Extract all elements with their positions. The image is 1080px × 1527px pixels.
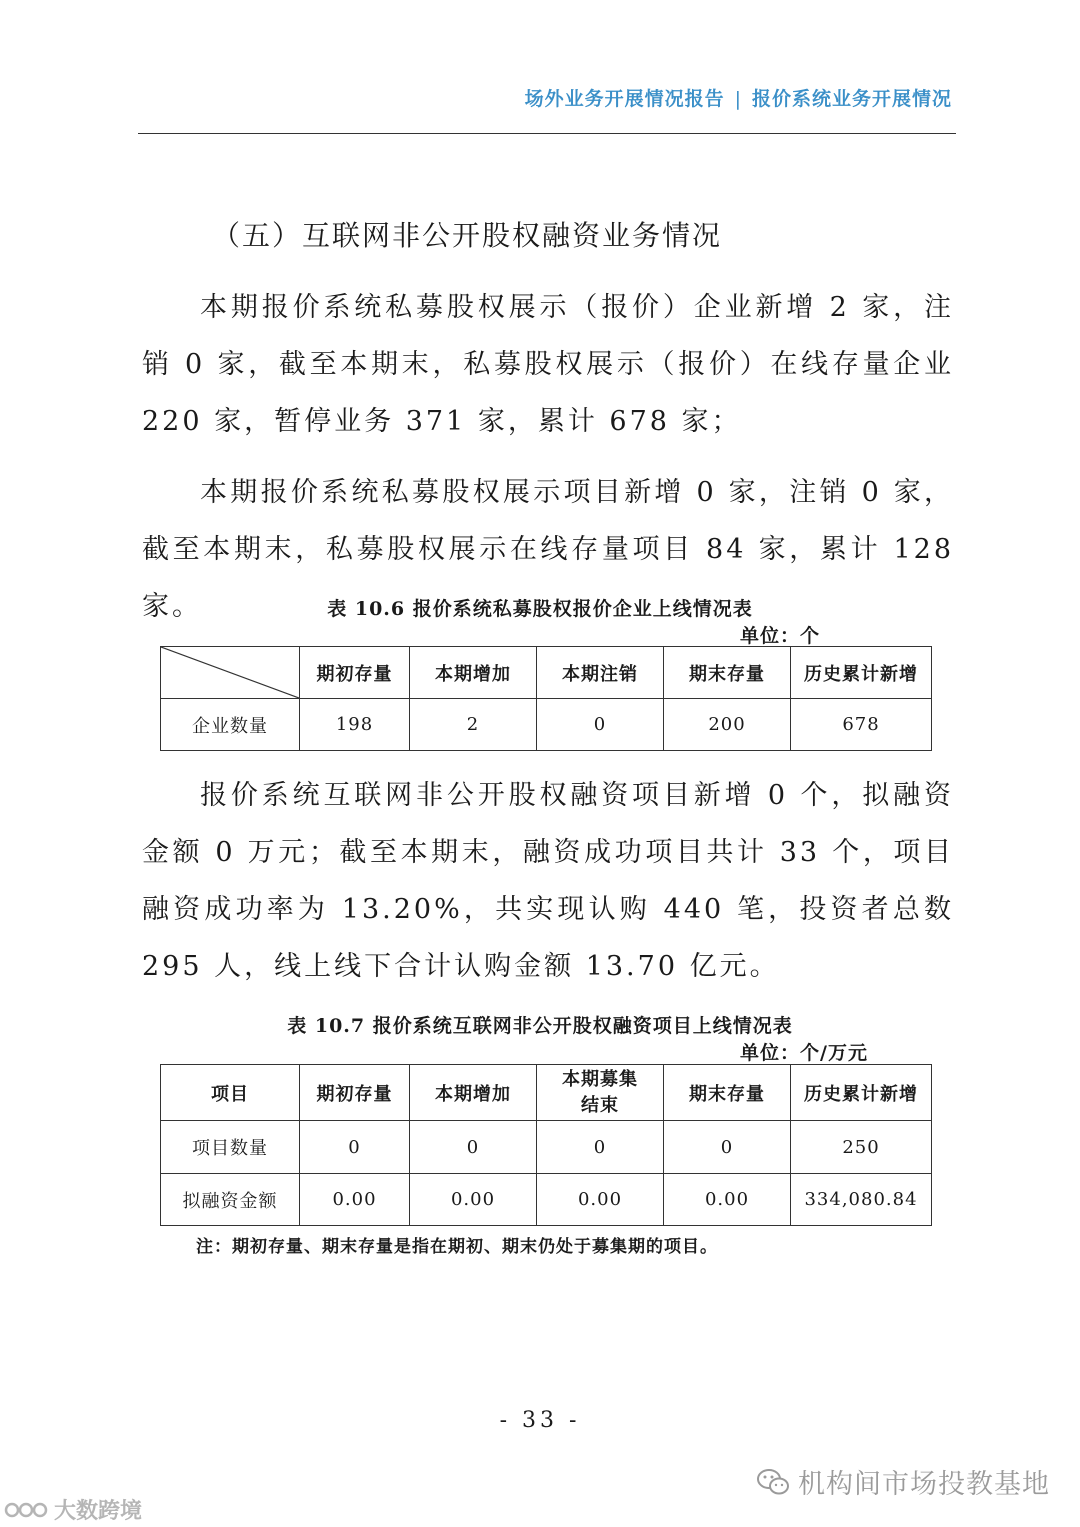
table-note: 注：期初存量、期末存量是指在期初、期末仍处于募集期的项目。 — [196, 1237, 718, 1257]
table-cell: 0.00 — [537, 1174, 664, 1226]
table-cell: 0 — [410, 1121, 537, 1174]
table-cell: 0 — [300, 1121, 410, 1174]
table1-unit: 单位：个 — [740, 625, 821, 647]
page-number: - 33 - — [499, 1408, 581, 1433]
table2-header-row — [161, 1065, 932, 1121]
table-cell: 0.00 — [664, 1174, 791, 1226]
running-header — [525, 84, 952, 111]
header-report-title: 场外业务开展情况报告 — [524, 88, 725, 110]
table2-row-label: 拟融资金额 — [161, 1174, 300, 1226]
wechat-icon — [756, 1467, 790, 1497]
table-project-listing — [160, 1064, 932, 1226]
table2-col-header: 项目 — [161, 1065, 300, 1121]
table1-col-header: 期末存量 — [664, 647, 791, 699]
table1-row-label: 企业数量 — [161, 699, 300, 751]
watermark-right — [756, 1462, 1050, 1501]
table1-caption: 表 10.6 报价系统私募股权报价企业上线情况表 — [327, 598, 753, 620]
brand-logo-icon — [4, 1498, 50, 1522]
watermark-left-text: 大数跨境 — [54, 1499, 143, 1524]
table-cell: 250 — [791, 1121, 932, 1174]
paragraph-2: 本期报价系统私募股权展示项目新增 0 家，注销 0 家，截至本期末，私募股权展示在线存量项目 84 家，累计 128 家。 — [142, 477, 954, 622]
table1-col-header: 本期增加 — [410, 647, 537, 699]
table2-unit: 单位：个/万元 — [740, 1042, 868, 1064]
table-cell: 2 — [410, 699, 537, 751]
watermark-right-text: 机构间市场投教基地 — [798, 1469, 1050, 1500]
table-cell: 0 — [537, 1121, 664, 1174]
header-separator: | — [734, 88, 742, 110]
watermark-left — [4, 1494, 142, 1525]
table-enterprise-listing — [160, 646, 932, 751]
paragraph-1: 本期报价系统私募股权展示（报价）企业新增 2 家，注销 0 家，截至本期末，私募股权展示（报价）在线存量企业 220 家，暂停业务 371 家，累计 678 家； — [142, 292, 954, 437]
table1-col-header: 期初存量 — [300, 647, 410, 699]
table-cell: 0.00 — [300, 1174, 410, 1226]
table-row — [161, 699, 932, 751]
table2-col-header: 期末存量 — [664, 1065, 791, 1121]
table-cell: 0.00 — [410, 1174, 537, 1226]
table1-col-header: 历史累计新增 — [791, 647, 932, 699]
diagonal-line — [161, 647, 299, 698]
table2-col-header: 历史累计新增 — [791, 1065, 932, 1121]
table1-header-row — [161, 647, 932, 699]
header-chapter-title: 报价系统业务开展情况 — [751, 88, 952, 110]
table1-diagonal-cell — [161, 647, 300, 699]
table-row — [161, 1174, 932, 1226]
table-cell: 200 — [664, 699, 791, 751]
table1-col-header: 本期注销 — [537, 647, 664, 699]
table2-col-header: 本期增加 — [410, 1065, 537, 1121]
section-title: （五）互联网非公开股权融资业务情况 — [212, 219, 723, 252]
table2-col-header: 本期募集结束 — [537, 1065, 664, 1121]
table-cell: 678 — [791, 699, 932, 751]
table-cell: 0 — [537, 699, 664, 751]
header-rule — [138, 133, 956, 134]
paragraph-3: 报价系统互联网非公开股权融资项目新增 0 个，拟融资金额 0 万元；截至本期末，融资成功项目共计 33 个，项目融资成功率为 13.20%，共实现认购 440 笔，投资者总数 295 人，线上线下合计认购金额 13.70 亿元。 — [142, 780, 954, 982]
table2-col-header: 期初存量 — [300, 1065, 410, 1121]
table-cell: 0 — [664, 1121, 791, 1174]
table-cell: 334,080.84 — [791, 1174, 932, 1226]
table2-caption: 表 10.7 报价系统互联网非公开股权融资项目上线情况表 — [287, 1015, 793, 1037]
table-row — [161, 1121, 932, 1174]
table2-row-label: 项目数量 — [161, 1121, 300, 1174]
table-cell: 198 — [300, 699, 410, 751]
